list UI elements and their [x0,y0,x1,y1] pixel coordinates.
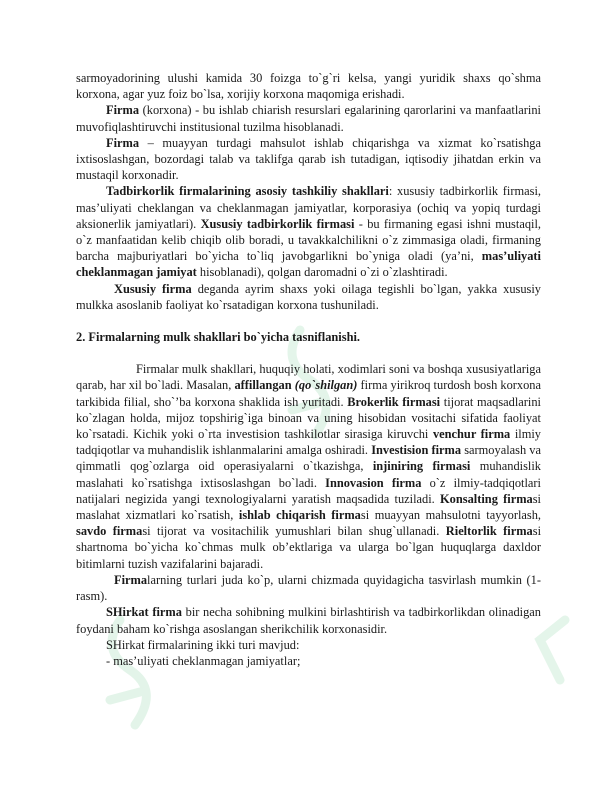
paragraph-text: si maslahat xizmatlari ko`rsatish, [76,491,541,523]
paragraph-9: SHirkat firmalarining ikki turi mavjud: [106,637,300,652]
paragraph-text: si shartnoma bo`yicha ko`chmas mulk ob’ektlariga va ularga bo`lgan huquqlarga daxldor bitimlarni tuzish vazifalarini bajaradi. [76,524,542,571]
term-realtor: Rieltorlik firma [445,524,533,539]
paragraph-text: si muayyan mahsulotni tayyorlash, [360,508,542,523]
paragraph-text: bir necha sohibning mulkini birlashtirish va tadbirkorlikdan olinadigan foydani baham ko`rishga asoslangan sherikchilik korxonasidir. [76,605,541,636]
term-consulting: Konsalting firma [440,491,533,506]
term-investment: Investision firma [371,443,462,458]
paragraph-text: - bu firmaning egasi ishni mustaqil, o`z manfaatidan kelib chiqib olib boradi, u tavakkalchilikni o`z zimmasiga oladi, firmaning barcha majburiyatlari bo`yicha to`liq javobgarlikni bo`yniga oladi (ya’ni, [76,216,541,264]
term-venture: venchur firma [432,427,511,442]
term-firma: Firma [114,572,148,587]
paragraph-text: o`z ilmiy-tadqiqotlari natijalari negizida yangi texnologiyalarni yaratish maqsadida tuziladi. [76,475,541,506]
paragraph-text: hisoblanadi), qolgan daromadni o`zi o`zlashtiradi. [196,265,448,280]
term-affiliated-note: (qo`shilgan) [291,378,358,393]
paragraph-6 [76,361,541,572]
term-affiliated: affillangan [234,378,292,393]
paragraph-7 [76,572,541,604]
paragraph-text: sarmoyalash va qimmatli qog`ozlarga oid operasiyalarni o`tkazishga, [76,443,541,474]
paragraph-text: tijorat maqsadlarini ko`zlagan holda, mijoz topshirig`iga binoan va uning hisobidan vositachi sifatida faoliyat ko`rsatadi. Kichik yoki o`rta investision tashkilotlar sirasiga kiruvchi [76,394,541,442]
term-unlimited-liability: mas’uliyati cheklanmagan jamiyat [76,249,541,280]
paragraph-text: – muayyan turdagi mahsulot ishlab chiqarishga va xizmat ko`rsatishga ixtisoslashgan, bozordagi talab va taklifga qarab ish tutadigan, iqtisodiy jihatdan erkin va mustaqil korxonadir. [76,135,541,183]
term-production: ishlab chiqarish firma [238,508,361,523]
paragraph-text: larning turlari juda ko`p, ularni chizmada quyidagicha tasvirlash mumkin (1-rasm). [76,572,541,604]
document-body [76,70,541,669]
paragraph-text: : xususiy tadbirkorlik firmasi, mas’uliyati cheklangan va cheklanmagan jamiyatlar, korporasiya (ochiq va yopiq turdagi aksionerlik jamiyatlari). [76,184,541,231]
paragraph-8 [76,604,541,636]
paragraph-text: (korxona) - bu ishlab chiarish resurslari egalarining qarorlarini va manfaatlarini muvofiqlashtiruvchi institusional tuzilma hisoblanadi. [76,103,541,134]
list-item: - mas’uliyati cheklanmagan jamiyatlar; [106,653,301,668]
term-innovation: Innovasion firma [325,475,422,490]
paragraph-text: muhandislik maslahati ko`rsatishga ixtisoslashgan bo`ladi. [76,459,541,490]
paragraph-2 [76,102,541,134]
term-firma: Firma [106,103,140,118]
term-engineering: injiniring firmasi [372,459,471,474]
paragraph-3 [76,135,541,184]
term-brokerage: Brokerlik firmasi [347,394,441,409]
paragraph-text: firma yirikroq turdosh bosh korxona tarkibida filial, sho`’ba korxona shaklida ish yuritadi. [76,378,542,409]
paragraph-text: si tijorat va vositachilik yumushlari bilan shug`ullanadi. [142,524,446,539]
section-heading: 2. Firmalarning mulk shakllari bo`yicha tasniflanishi. [76,330,360,345]
term-private-firm: Xususiy firma [114,281,192,296]
term-organizational-forms: Tadbirkorlik firmalarining asosiy tashkiliy shakllari [106,184,389,199]
term-private-firm: Xususiy tadbirkorlik firmasi [200,216,355,231]
paragraph-1: sarmoyadorining ulushi kamida 30 foizga to`g`ri kelsa, yangi yuridik shaxs qo`shma korxona, agar yuz foiz bo`lsa, xorijiy korxona maqomiga erishadi. [76,71,541,102]
term-trade: savdo firma [76,524,143,539]
term-partnership: SHirkat firma [106,605,182,620]
paragraph-4 [76,183,541,280]
paragraph-text: ilmiy tadqiqotlar va muhandislik ishlanmalarini amalga oshiradi. [76,427,541,458]
paragraph-5 [76,281,541,313]
paragraph-text: Firmalar mulk shakllari, huquqiy holati, xodimlari soni va boshqa xususiyatlariga qarab, har xil bo`ladi. Masalan, [76,362,541,393]
term-firma: Firma [106,135,140,150]
paragraph-text: deganda ayrim shaxs yoki oilaga tegishli bo`lgan, yakka xususiy mulkka asoslanib faoliyat ko`rsatadigan korxona tushuniladi. [76,281,541,312]
